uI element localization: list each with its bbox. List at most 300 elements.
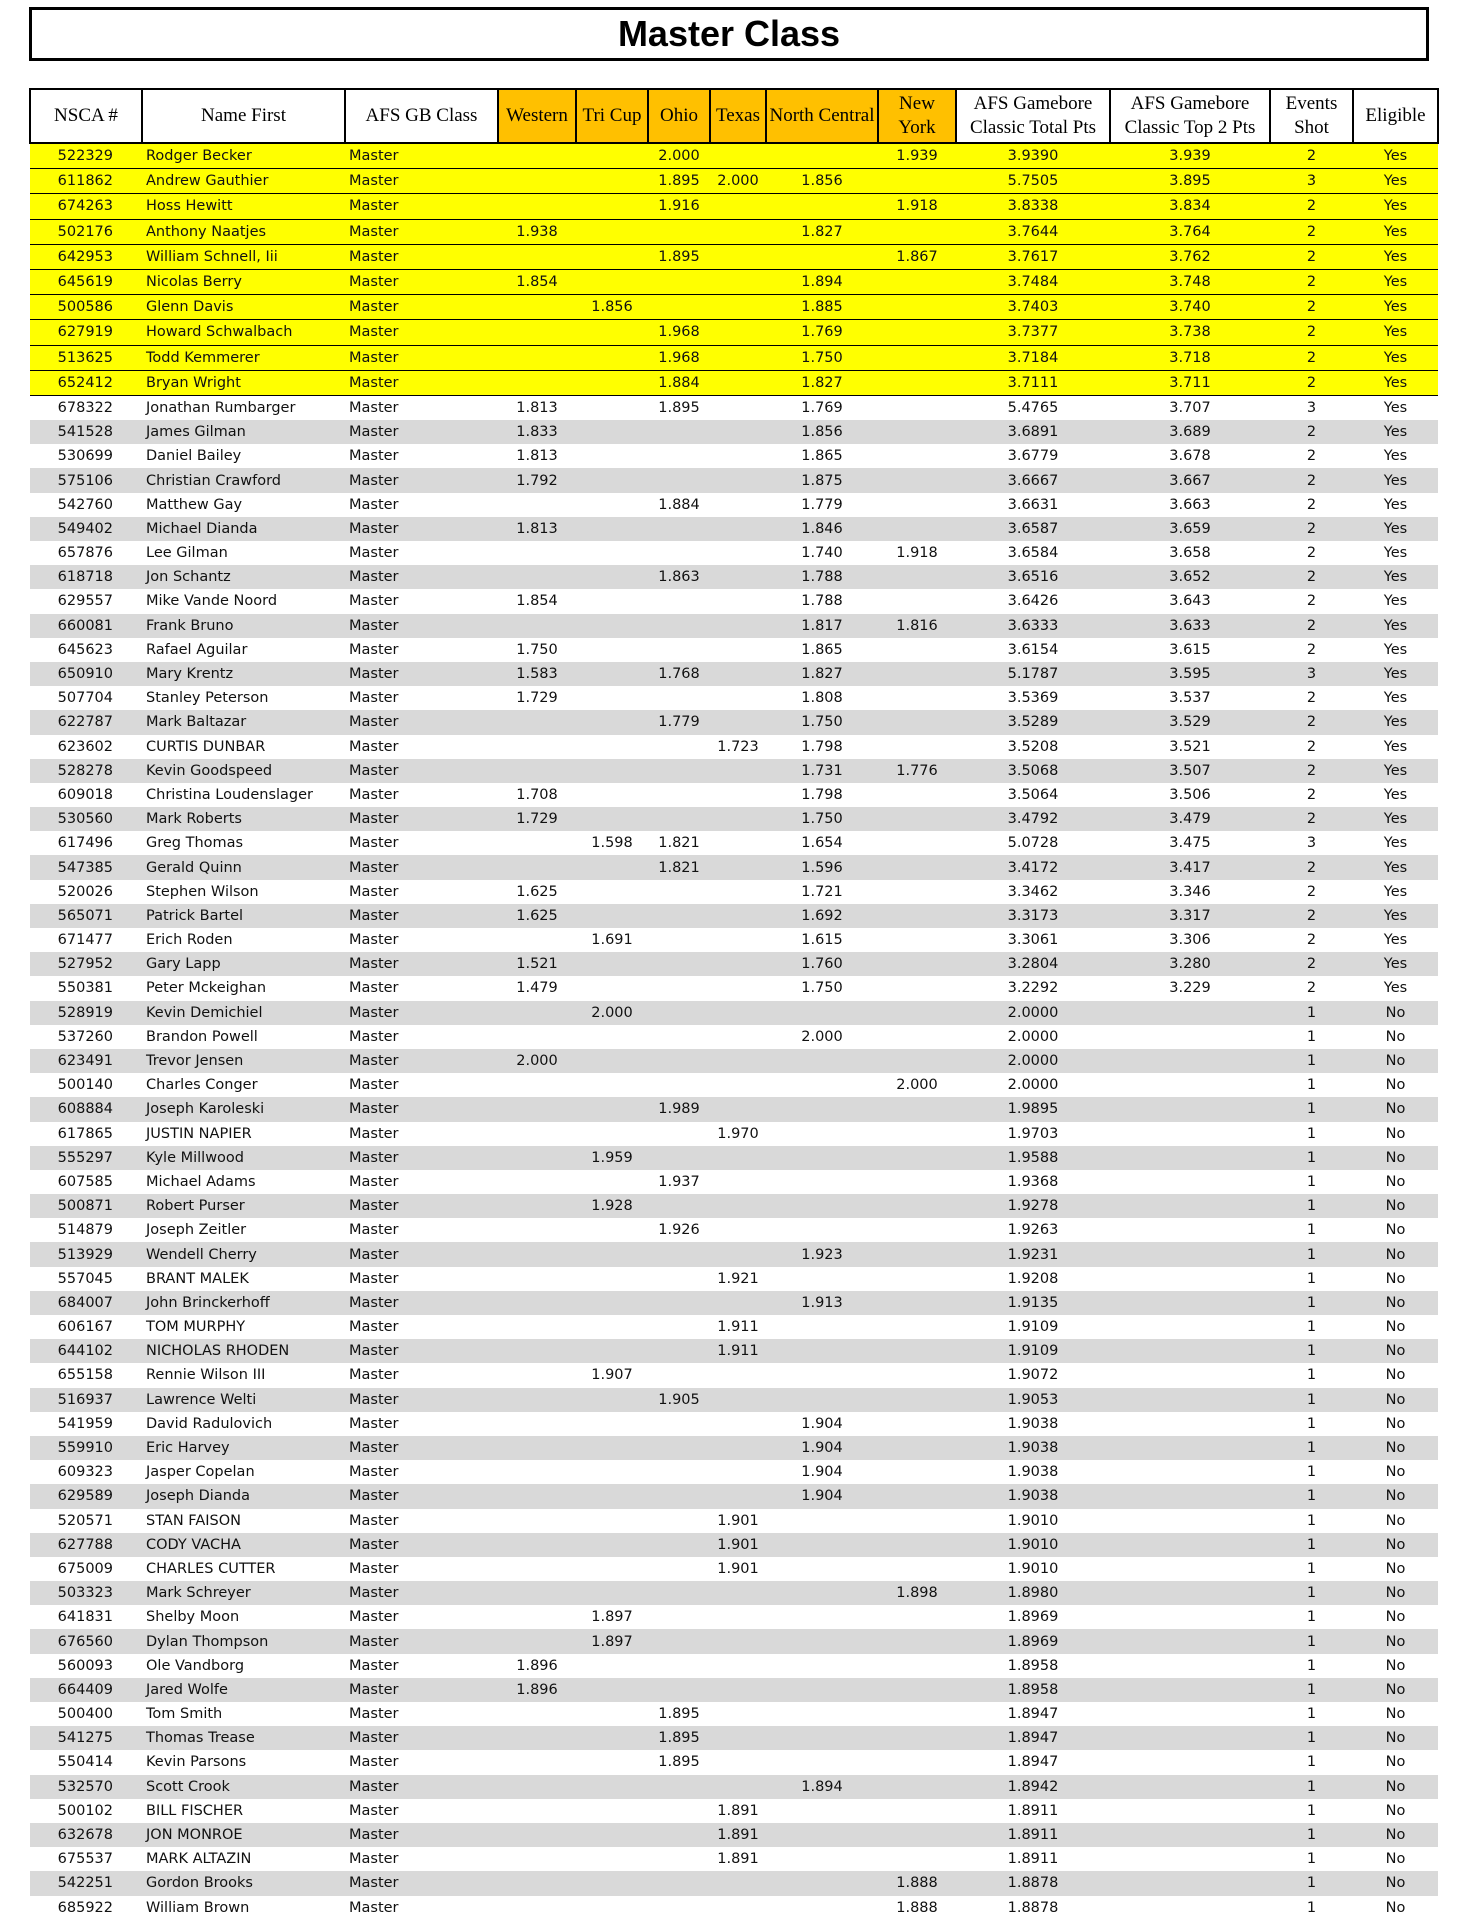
- column-header-north-central: North Central: [766, 89, 878, 143]
- new-york-cell: [878, 1654, 956, 1678]
- western-cell: [498, 493, 576, 517]
- top2-pts-cell: 3.643: [1169, 593, 1211, 610]
- nsca-cell: 627788: [30, 1533, 142, 1557]
- new-york-cell: 1.888: [896, 1899, 938, 1916]
- nsca-cell: 557045: [57, 1270, 113, 1287]
- class-cell: Master: [345, 1726, 498, 1750]
- texas-cell: [710, 1484, 766, 1508]
- north-central-cell: 1.750: [766, 710, 878, 734]
- new-york-cell: [878, 1291, 956, 1315]
- western-cell: [498, 1291, 576, 1315]
- nsca-cell: 503323: [30, 1581, 142, 1605]
- total-pts-cell: 3.7403: [956, 295, 1110, 320]
- total-pts-cell: 3.4172: [956, 855, 1110, 879]
- name-cell: Rennie Wilson III: [146, 1367, 266, 1384]
- ohio-cell: 1.895: [658, 1706, 700, 1723]
- top2-pts-cell: 3.762: [1110, 244, 1270, 269]
- north-central-cell: 1.808: [801, 690, 843, 707]
- north-central-cell: [766, 1557, 878, 1581]
- tri-cup-cell: [576, 880, 648, 904]
- events-shot-cell: 2: [1306, 593, 1317, 610]
- table-row: [30, 638, 1438, 662]
- nsca-cell: 528278: [30, 759, 142, 783]
- top2-pts-cell: 3.595: [1110, 662, 1270, 686]
- table-row: [30, 269, 1438, 294]
- ohio-cell: [648, 783, 710, 807]
- total-pts-cell: 1.8958: [956, 1678, 1110, 1702]
- table-row: [30, 1242, 1438, 1266]
- nsca-cell: 622787: [30, 710, 142, 734]
- top2-pts-cell: [1110, 1146, 1270, 1170]
- total-pts-cell: 3.5064: [1007, 786, 1059, 803]
- texas-cell: [710, 194, 766, 219]
- tri-cup-cell: [576, 710, 648, 734]
- nsca-cell: 513625: [30, 345, 142, 370]
- north-central-cell: 1.875: [766, 468, 878, 492]
- name-cell: Ole Vandborg: [146, 1657, 245, 1674]
- nsca-cell: 609018: [57, 786, 113, 803]
- class-cell: Master: [349, 835, 399, 852]
- tri-cup-cell: [576, 735, 648, 759]
- new-york-cell: [878, 493, 956, 517]
- name-cell: CODY VACHA: [142, 1533, 345, 1557]
- name-cell: Robert Purser: [142, 1194, 345, 1218]
- class-cell: Master: [345, 662, 498, 686]
- total-pts-cell: 1.8942: [956, 1775, 1110, 1799]
- class-cell: Master: [345, 1291, 498, 1315]
- texas-cell: [710, 1218, 766, 1242]
- ohio-cell: 1.989: [648, 1097, 710, 1121]
- western-cell: 1.813: [516, 399, 558, 416]
- name-cell: Stanley Peterson: [146, 690, 269, 707]
- nsca-cell: 652412: [30, 370, 142, 395]
- name-cell: Eric Harvey: [142, 1436, 345, 1460]
- western-cell: [498, 565, 576, 589]
- events-shot-cell: 1: [1270, 1291, 1353, 1315]
- eligible-cell: No: [1353, 1436, 1438, 1460]
- name-cell: James Gilman: [142, 420, 345, 444]
- top2-pts-cell: 3.615: [1169, 641, 1211, 658]
- class-cell: Master: [349, 1512, 399, 1529]
- name-cell: Joseph Dianda: [142, 1484, 345, 1508]
- class-cell: Master: [349, 1609, 399, 1626]
- nsca-cell: 609323: [57, 1464, 113, 1481]
- texas-cell: [710, 589, 766, 613]
- class-cell: Master: [345, 1388, 498, 1412]
- new-york-cell: [878, 1702, 956, 1726]
- new-york-cell: [878, 880, 956, 904]
- eligible-cell: No: [1353, 1242, 1438, 1266]
- eligible-cell: Yes: [1383, 738, 1408, 755]
- ohio-cell: 1.779: [648, 710, 710, 734]
- new-york-cell: [878, 269, 956, 294]
- new-york-cell: [878, 807, 956, 831]
- name-cell: Todd Kemmerer: [142, 345, 345, 370]
- ohio-cell: [648, 541, 710, 565]
- top2-pts-cell: 3.764: [1110, 219, 1270, 244]
- new-york-cell: [878, 1339, 956, 1363]
- total-pts-cell: 1.9368: [1007, 1173, 1059, 1190]
- eligible-cell: No: [1353, 1388, 1438, 1412]
- texas-cell: [710, 1436, 766, 1460]
- western-cell: 1.813: [498, 517, 576, 541]
- western-cell: [498, 1097, 576, 1121]
- western-cell: [498, 194, 576, 219]
- tri-cup-cell: [576, 1871, 648, 1895]
- total-pts-cell: 3.8338: [956, 194, 1110, 219]
- texas-cell: [710, 1388, 766, 1412]
- class-cell: Master: [345, 244, 498, 269]
- western-cell: [498, 1436, 576, 1460]
- new-york-cell: [878, 1484, 956, 1508]
- ohio-cell: [648, 1122, 710, 1146]
- tri-cup-cell: [576, 565, 648, 589]
- nsca-cell: 675537: [57, 1851, 113, 1868]
- table-row: [30, 1267, 1438, 1291]
- total-pts-cell: 3.6891: [956, 420, 1110, 444]
- class-cell: Master: [349, 690, 399, 707]
- class-cell: Master: [349, 1464, 399, 1481]
- top2-pts-cell: [1110, 1073, 1270, 1097]
- tri-cup-cell: 1.928: [576, 1194, 648, 1218]
- nsca-cell: 678322: [57, 399, 113, 416]
- top2-pts-cell: [1110, 1557, 1270, 1581]
- nsca-cell: 507704: [57, 690, 113, 707]
- events-shot-cell: 2: [1270, 710, 1353, 734]
- table-row: [30, 370, 1438, 395]
- eligible-cell: No: [1385, 1270, 1406, 1287]
- top2-pts-cell: 3.748: [1110, 269, 1270, 294]
- western-cell: [498, 1629, 576, 1653]
- ohio-cell: 1.895: [648, 169, 710, 194]
- top2-pts-cell: 3.834: [1110, 194, 1270, 219]
- tri-cup-cell: [576, 169, 648, 194]
- new-york-cell: [878, 928, 956, 952]
- events-shot-cell: 1: [1270, 1194, 1353, 1218]
- north-central-cell: [766, 1702, 878, 1726]
- texas-cell: [710, 269, 766, 294]
- texas-cell: [710, 244, 766, 269]
- tri-cup-cell: [576, 1436, 648, 1460]
- total-pts-cell: 1.8878: [1007, 1899, 1059, 1916]
- nsca-cell: 513929: [30, 1242, 142, 1266]
- events-shot-cell: 2: [1306, 641, 1317, 658]
- texas-cell: 1.911: [710, 1339, 766, 1363]
- nsca-cell: 671477: [57, 932, 113, 949]
- tri-cup-cell: [576, 1896, 648, 1920]
- total-pts-cell: 3.6587: [956, 517, 1110, 541]
- texas-cell: [710, 1001, 766, 1025]
- events-shot-cell: 1: [1306, 1028, 1317, 1045]
- nsca-cell: 502176: [30, 219, 142, 244]
- events-shot-cell: 2: [1270, 370, 1353, 395]
- western-cell: [498, 1702, 576, 1726]
- tri-cup-cell: [576, 244, 648, 269]
- western-cell: 1.583: [498, 662, 576, 686]
- ohio-cell: [648, 638, 710, 662]
- eligible-cell: No: [1353, 1533, 1438, 1557]
- column-header-total-pts: AFS Gamebore Classic Total Pts: [956, 89, 1110, 143]
- class-cell: Master: [345, 759, 498, 783]
- table-row: [30, 710, 1438, 734]
- eligible-cell: No: [1385, 1367, 1406, 1384]
- table-row: [30, 952, 1438, 976]
- name-cell: Mary Krentz: [142, 662, 345, 686]
- table-row: [30, 1146, 1438, 1170]
- events-shot-cell: 1: [1270, 1097, 1353, 1121]
- total-pts-cell: 3.7377: [956, 320, 1110, 345]
- name-cell: Anthony Naatjes: [142, 219, 345, 244]
- north-central-cell: 1.760: [766, 952, 878, 976]
- table-row: [30, 565, 1438, 589]
- total-pts-cell: 3.2292: [1007, 980, 1059, 997]
- texas-cell: [710, 1871, 766, 1895]
- top2-pts-cell: 3.678: [1169, 448, 1211, 465]
- class-cell: Master: [349, 932, 399, 949]
- tri-cup-cell: [576, 444, 648, 468]
- table-row: [30, 1001, 1438, 1025]
- top2-pts-cell: 3.633: [1110, 614, 1270, 638]
- north-central-cell: 1.904: [766, 1436, 878, 1460]
- total-pts-cell: 3.5369: [1007, 690, 1059, 707]
- tri-cup-cell: [576, 1823, 648, 1847]
- name-cell: NICHOLAS RHODEN: [142, 1339, 345, 1363]
- north-central-cell: 1.894: [766, 269, 878, 294]
- class-cell: Master: [345, 1049, 498, 1073]
- texas-cell: [710, 295, 766, 320]
- top2-pts-cell: [1110, 1242, 1270, 1266]
- eligible-cell: No: [1353, 1629, 1438, 1653]
- class-cell: Master: [345, 269, 498, 294]
- events-shot-cell: 1: [1270, 1339, 1353, 1363]
- texas-cell: 1.891: [717, 1851, 759, 1868]
- table-row: [30, 420, 1438, 444]
- texas-cell: [710, 1170, 766, 1194]
- table-row: [30, 143, 1438, 169]
- column-header-events-shot: Events Shot: [1270, 89, 1353, 143]
- texas-cell: [710, 783, 766, 807]
- name-cell: Michael Adams: [146, 1173, 256, 1190]
- total-pts-cell: 1.9010: [1007, 1560, 1059, 1577]
- nsca-cell: 627919: [30, 320, 142, 345]
- table-row: [30, 904, 1438, 928]
- table-row: [30, 1218, 1438, 1242]
- north-central-cell: [766, 1097, 878, 1121]
- ohio-cell: 1.968: [648, 345, 710, 370]
- north-central-cell: 1.923: [766, 1242, 878, 1266]
- total-pts-cell: 1.9895: [956, 1097, 1110, 1121]
- name-cell: Wendell Cherry: [142, 1242, 345, 1266]
- total-pts-cell: 3.7617: [956, 244, 1110, 269]
- top2-pts-cell: [1110, 1605, 1270, 1629]
- texas-cell: 1.911: [717, 1319, 759, 1336]
- texas-cell: [710, 1775, 766, 1799]
- class-cell: Master: [349, 1754, 399, 1771]
- nsca-cell: 607585: [57, 1173, 113, 1190]
- north-central-cell: 1.856: [766, 420, 878, 444]
- tri-cup-cell: [576, 1242, 648, 1266]
- total-pts-cell: 3.5289: [956, 710, 1110, 734]
- eligible-cell: Yes: [1353, 807, 1438, 831]
- events-shot-cell: 2: [1270, 565, 1353, 589]
- ohio-cell: [648, 1557, 710, 1581]
- table-row: [30, 1629, 1438, 1653]
- class-cell: Master: [345, 1097, 498, 1121]
- total-pts-cell: 2.0000: [1007, 1028, 1059, 1045]
- events-shot-cell: 2: [1270, 194, 1353, 219]
- ohio-cell: [648, 589, 710, 613]
- ohio-cell: 1.895: [658, 1754, 700, 1771]
- table-row: [30, 1194, 1438, 1218]
- nsca-cell: 516937: [30, 1388, 142, 1412]
- nsca-cell: 655158: [57, 1367, 113, 1384]
- eligible-cell: No: [1385, 1899, 1406, 1916]
- nsca-cell: 527952: [30, 952, 142, 976]
- table-row: [30, 1799, 1438, 1823]
- name-cell: Joseph Karoleski: [142, 1097, 345, 1121]
- class-cell: Master: [349, 1899, 399, 1916]
- tri-cup-cell: [576, 370, 648, 395]
- north-central-cell: 1.769: [801, 399, 843, 416]
- north-central-cell: 1.827: [766, 662, 878, 686]
- western-cell: 1.854: [516, 593, 558, 610]
- tri-cup-cell: [576, 143, 648, 169]
- tri-cup-cell: 1.598: [591, 835, 633, 852]
- eligible-cell: No: [1385, 1222, 1406, 1239]
- nsca-cell: 500400: [57, 1706, 113, 1723]
- ohio-cell: [648, 1823, 710, 1847]
- table-row: [30, 1654, 1438, 1678]
- total-pts-cell: 3.6779: [1007, 448, 1059, 465]
- name-cell: Kevin Demichiel: [142, 1001, 345, 1025]
- texas-cell: [710, 395, 766, 420]
- class-cell: Master: [345, 143, 498, 169]
- top2-pts-cell: 3.667: [1110, 468, 1270, 492]
- class-cell: Master: [349, 1560, 399, 1577]
- eligible-cell: Yes: [1383, 690, 1408, 707]
- tri-cup-cell: [576, 1775, 648, 1799]
- name-cell: John Brinckerhoff: [142, 1291, 345, 1315]
- top2-pts-cell: 3.895: [1110, 169, 1270, 194]
- table-row: [30, 541, 1438, 565]
- total-pts-cell: 1.8958: [1007, 1657, 1059, 1674]
- events-shot-cell: 1: [1306, 1173, 1317, 1190]
- events-shot-cell: 1: [1270, 1484, 1353, 1508]
- top2-pts-cell: [1110, 1291, 1270, 1315]
- new-york-cell: [878, 589, 956, 613]
- name-cell: Andrew Gauthier: [142, 169, 345, 194]
- table-row: [30, 1581, 1438, 1605]
- nsca-cell: 532570: [30, 1775, 142, 1799]
- top2-pts-cell: [1110, 1267, 1270, 1291]
- western-cell: 1.479: [516, 980, 558, 997]
- ohio-cell: [648, 1025, 710, 1049]
- nsca-cell: 675009: [57, 1560, 113, 1577]
- top2-pts-cell: [1110, 1775, 1270, 1799]
- eligible-cell: Yes: [1383, 641, 1408, 658]
- events-shot-cell: 1: [1306, 1657, 1317, 1674]
- class-cell: Master: [349, 786, 399, 803]
- name-cell: Erich Roden: [146, 932, 233, 949]
- eligible-cell: No: [1385, 1173, 1406, 1190]
- ohio-cell: [648, 1799, 710, 1823]
- table-row: [30, 1847, 1438, 1871]
- tri-cup-cell: [576, 1533, 648, 1557]
- events-shot-cell: 3: [1270, 662, 1353, 686]
- ohio-cell: [648, 1267, 710, 1291]
- class-cell: Master: [349, 399, 399, 416]
- western-cell: [498, 614, 576, 638]
- nsca-cell: 684007: [30, 1291, 142, 1315]
- western-cell: 1.813: [516, 448, 558, 465]
- ohio-cell: [648, 1073, 710, 1097]
- tri-cup-cell: [576, 1339, 648, 1363]
- ohio-cell: [648, 295, 710, 320]
- class-cell: Master: [345, 952, 498, 976]
- name-cell: Gerald Quinn: [142, 855, 345, 879]
- new-york-cell: 1.867: [878, 244, 956, 269]
- new-york-cell: [878, 686, 956, 710]
- texas-cell: [710, 880, 766, 904]
- tri-cup-cell: [576, 1049, 648, 1073]
- tri-cup-cell: [576, 783, 648, 807]
- class-cell: Master: [345, 1194, 498, 1218]
- new-york-cell: 1.918: [878, 194, 956, 219]
- top2-pts-cell: [1110, 1509, 1270, 1533]
- name-cell: Tom Smith: [146, 1706, 223, 1723]
- ohio-cell: 1.895: [658, 399, 700, 416]
- class-cell: Master: [349, 1851, 399, 1868]
- top2-pts-cell: [1110, 1581, 1270, 1605]
- top2-pts-cell: [1110, 1484, 1270, 1508]
- new-york-cell: [878, 565, 956, 589]
- name-cell: Nicolas Berry: [142, 269, 345, 294]
- class-cell: Master: [345, 1775, 498, 1799]
- table-row: [30, 345, 1438, 370]
- total-pts-cell: 3.5208: [1007, 738, 1059, 755]
- name-cell: CURTIS DUNBAR: [146, 738, 266, 755]
- class-cell: Master: [345, 517, 498, 541]
- tri-cup-cell: [576, 219, 648, 244]
- ohio-cell: [648, 1001, 710, 1025]
- class-cell: Master: [349, 1270, 399, 1287]
- name-cell: Lee Gilman: [146, 545, 228, 562]
- nsca-cell: 645623: [57, 641, 113, 658]
- texas-cell: [710, 831, 766, 855]
- nsca-cell: 555297: [30, 1146, 142, 1170]
- events-shot-cell: 3: [1306, 399, 1317, 416]
- ohio-cell: [648, 1363, 710, 1387]
- western-cell: 1.854: [498, 269, 576, 294]
- name-cell: Mark Roberts: [142, 807, 345, 831]
- eligible-cell: Yes: [1353, 565, 1438, 589]
- class-cell: Master: [349, 1125, 399, 1142]
- top2-pts-cell: 3.506: [1169, 786, 1211, 803]
- western-cell: [498, 1557, 576, 1581]
- western-cell: [498, 1750, 576, 1774]
- table-row: [30, 759, 1438, 783]
- texas-cell: [710, 638, 766, 662]
- north-central-cell: [766, 1847, 878, 1871]
- top2-pts-cell: [1110, 1871, 1270, 1895]
- ohio-cell: [648, 735, 710, 759]
- texas-cell: [710, 493, 766, 517]
- table-row: [30, 976, 1438, 1000]
- top2-pts-cell: [1110, 1388, 1270, 1412]
- tri-cup-cell: [576, 1678, 648, 1702]
- table-row: [30, 1557, 1438, 1581]
- texas-cell: [710, 1581, 766, 1605]
